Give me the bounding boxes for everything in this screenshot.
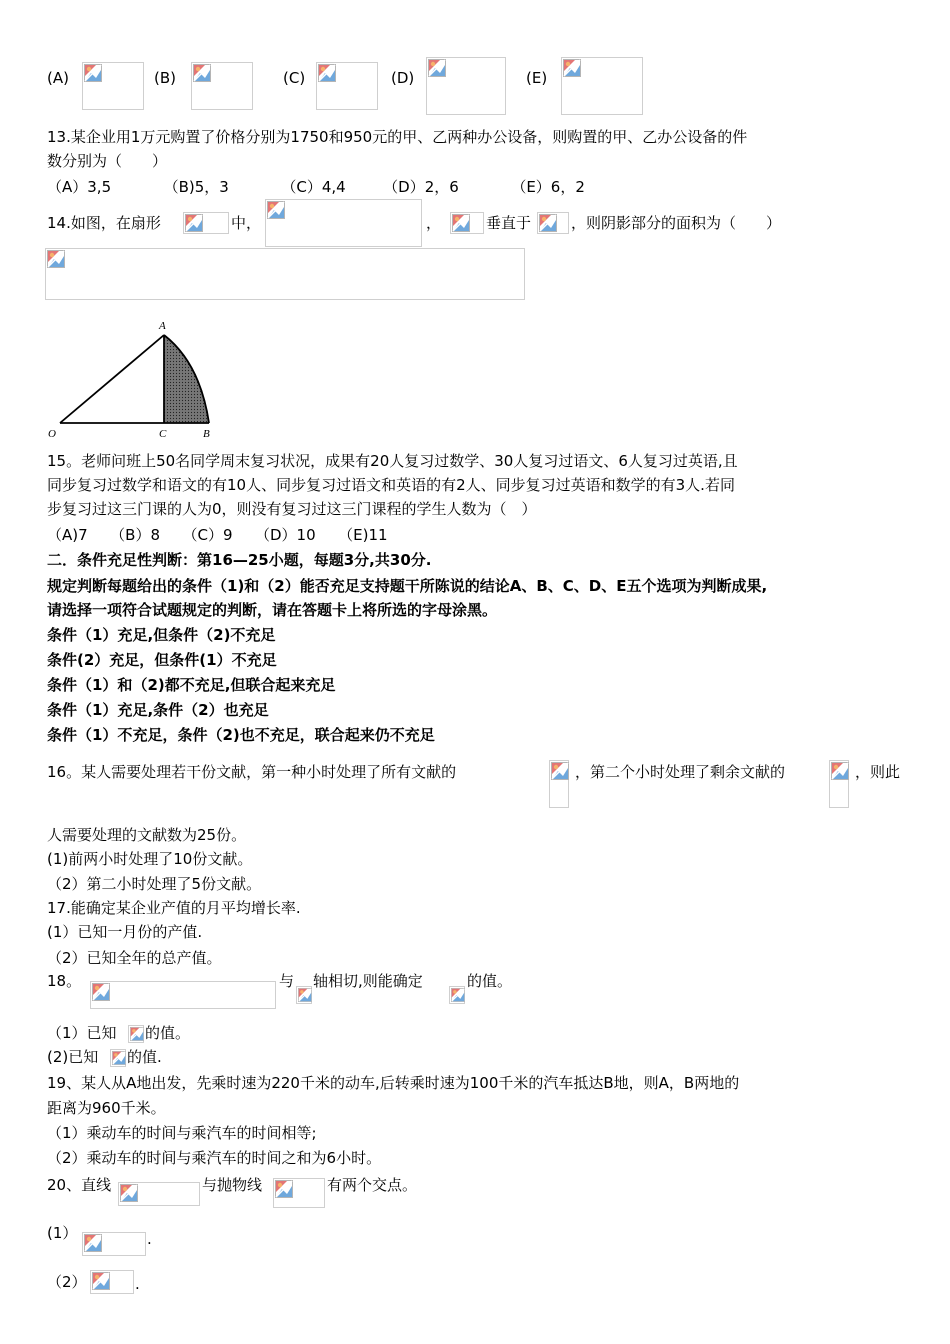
- q14-text-4: 垂直于: [486, 214, 532, 232]
- q19-line1: 19、某人从A地出发，先乘时速为220千米的动车,后转乘时速为100千米的汽车抵达B地，则A，B两地的: [47, 1074, 740, 1092]
- option-a-image: [82, 62, 144, 110]
- q16-condition-2: （2）第二小时处理了5份文献。: [47, 875, 262, 893]
- broken-image-icon: [120, 1184, 138, 1202]
- label-c: C: [159, 428, 167, 440]
- option-e-label: (E): [526, 69, 548, 87]
- q14-text-2: 中，: [231, 214, 262, 232]
- broken-image-icon: [451, 988, 465, 1002]
- q18-condition-2-b: 的值.: [127, 1048, 162, 1066]
- option-c-image: [316, 62, 378, 110]
- q14-formula-sector: [183, 212, 229, 234]
- segment-oa: [60, 335, 164, 423]
- broken-image-icon: [831, 762, 849, 780]
- condition-b: 条件(2）充足，但条件(1）不充足: [47, 651, 277, 669]
- q16-condition-1: (1)前两小时处理了10份文献。: [47, 850, 253, 868]
- q14-formula-line2: [537, 212, 569, 234]
- option-a-label: (A): [47, 69, 69, 87]
- q20-text-3: 有两个交点。: [327, 1176, 418, 1194]
- q19-condition-2: （2）乘动车的时间与乘汽车的时间之和为6小时。: [47, 1149, 382, 1167]
- broken-image-icon: [92, 1272, 110, 1290]
- q20-formula-parabola: [273, 1178, 325, 1208]
- broken-image-icon: [563, 59, 581, 77]
- q13-line1: 13.某企业用1万元购置了价格分别为1750和950元的甲、乙两种办公设备，则购置的甲、乙办公设备的件: [47, 128, 748, 146]
- q17-condition-2: （2）已知全年的总产值。: [47, 949, 222, 967]
- condition-d: 条件（1）充足,条件（2）也充足: [47, 701, 269, 719]
- broken-image-icon: [193, 64, 211, 82]
- broken-image-icon: [185, 214, 203, 232]
- broken-image-icon: [267, 201, 285, 219]
- condition-a: 条件（1）充足,但条件（2)不充足: [47, 626, 276, 644]
- broken-image-icon: [47, 250, 65, 268]
- condition-e: 条件（1）不充足，条件（2)也不充足，联合起来仍不充足: [47, 726, 435, 744]
- q19-condition-1: （1）乘动车的时间与乘汽车的时间相等;: [47, 1124, 317, 1142]
- q18-condition-1-formula: [128, 1025, 144, 1043]
- option-e-image: [561, 57, 643, 115]
- q18-text-1: 18。: [47, 972, 82, 990]
- broken-image-icon: [92, 983, 110, 1001]
- broken-image-icon: [275, 1180, 293, 1198]
- option-b-image: [191, 62, 253, 110]
- q14-answer-image: [45, 248, 525, 300]
- broken-image-icon: [84, 64, 102, 82]
- q19-line2: 距离为960千米。: [47, 1099, 166, 1117]
- q18-formula-circle: [90, 981, 276, 1009]
- q20-formula-line: [118, 1182, 200, 1206]
- broken-image-icon: [318, 64, 336, 82]
- option-d-image: [426, 57, 506, 115]
- section2-title: 二．条件充足性判断：第16—25小题，每题3分,共30分.: [47, 551, 432, 569]
- q15-options: （A)7 （B）8 （C）9 （D）10 （E)11: [47, 526, 388, 544]
- broken-image-icon: [298, 988, 312, 1002]
- q20-condition-2-label: （2）: [47, 1273, 87, 1291]
- condition-c: 条件（1）和（2)都不充足,但联合起来充足: [47, 676, 336, 694]
- q16-fraction-1: [549, 760, 569, 808]
- option-c-label: (C): [283, 69, 306, 87]
- broken-image-icon: [130, 1027, 144, 1041]
- q14-formula-condition: [265, 199, 422, 247]
- q15-line3: 步复习过这三门课的人为0，则没有复习过这三门课程的学生人数为（ ）: [47, 500, 537, 518]
- q18-text-4: 的值。: [467, 972, 513, 990]
- q15-line1: 15。老师问班上50名同学周末复习状况，成果有20人复习过数学、30人复习过语文、6人复习过英语,且: [47, 452, 738, 470]
- q13-options: （A）3,5 （B)5，3 （C）4,4 （D）2，6 （E）6，2: [47, 178, 585, 196]
- q17-condition-1: (1）已知一月份的产值.: [47, 923, 203, 941]
- q18-condition-2-a: (2)已知: [47, 1048, 99, 1066]
- q15-line2: 同步复习过数学和语文的有10人、同步复习过语文和英语的有2人、同步复习过英语和数学的有3人.若同: [47, 476, 735, 494]
- q18-formula-variable: [449, 986, 465, 1004]
- option-d-label: (D): [391, 69, 415, 87]
- q14-sector-figure: [40, 315, 230, 443]
- broken-image-icon: [452, 214, 470, 232]
- q16-text-1: 16。某人需要处理若干份文献，第一种小时处理了所有文献的: [47, 763, 457, 781]
- q20-condition-1-formula: [82, 1232, 146, 1256]
- q20-text-2: 与抛物线: [202, 1176, 263, 1194]
- q18-text-2: 与: [279, 972, 295, 990]
- q14-text-5: ，则阴影部分的面积为（ ）: [571, 214, 782, 232]
- option-b-label: (B): [154, 69, 176, 87]
- q18-condition-1-a: （1）已知: [47, 1024, 117, 1042]
- q20-condition-1-end: .: [147, 1230, 152, 1248]
- q16-text-2: ，第二个小时处理了剩余文献的: [575, 763, 786, 781]
- q14-text-3: ，: [426, 214, 442, 232]
- q20-condition-2-formula: [90, 1270, 134, 1294]
- section2-rule1: 规定判断每题给出的条件（1)和（2）能否充足支持题干所陈说的结论A、B、C、D、E五个选项为判断成果,: [47, 577, 768, 595]
- broken-image-icon: [112, 1051, 126, 1065]
- broken-image-icon: [551, 762, 569, 780]
- q18-condition-2-formula: [110, 1049, 126, 1067]
- q18-formula-axis: [296, 986, 312, 1004]
- label-a: A: [159, 320, 166, 332]
- broken-image-icon: [84, 1234, 102, 1252]
- q17-line1: 17.能确定某企业产值的月平均增长率.: [47, 899, 301, 917]
- q18-text-3: 轴相切,则能确定: [313, 972, 423, 990]
- shaded-region: [164, 335, 209, 423]
- broken-image-icon: [428, 59, 446, 77]
- q14-formula-line1: [450, 212, 484, 234]
- q16-line2: 人需要处理的文献数为25份。: [47, 826, 247, 844]
- q20-condition-2-end: .: [135, 1275, 140, 1293]
- label-b: B: [203, 428, 210, 440]
- q13-line2: 数分别为（ ）: [47, 152, 168, 170]
- q14-text-1: 14.如图，在扇形: [47, 214, 161, 232]
- label-o: O: [48, 428, 56, 440]
- q16-text-3: ，则此: [855, 763, 901, 781]
- q16-fraction-2: [829, 760, 849, 808]
- q20-text-1: 20、直线: [47, 1176, 112, 1194]
- q18-condition-1-b: 的值。: [145, 1024, 191, 1042]
- q20-condition-1-label: (1）: [47, 1224, 78, 1242]
- section2-rule2: 请选择一项符合试题规定的判断，请在答题卡上将所选的字母涂黑。: [47, 601, 498, 619]
- broken-image-icon: [539, 214, 557, 232]
